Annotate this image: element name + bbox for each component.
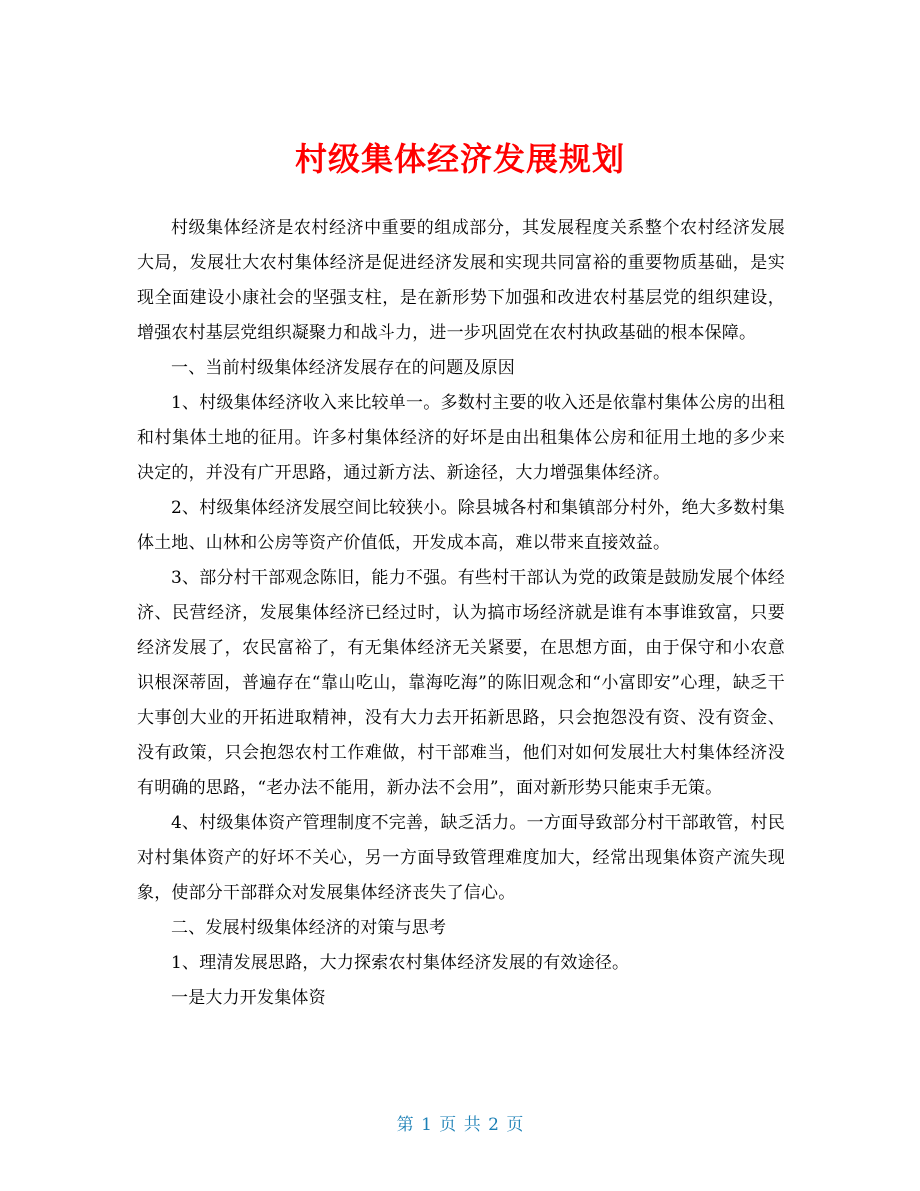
paragraph-problem-3: 3、部分村干部观念陈旧，能力不强。有些村干部认为党的政策是鼓励发展个体经济、民营经济，发展集体经济已经过时，认为搞市场经济就是谁有本事谁致富，只要经济发展了，农民富裕了，有无集体经济无关紧要，在思想方面，由于保守和小农意识根深蒂固，普遍存在“靠山吃山，靠海吃海”的陈旧观念和“小富即安”心理，缺乏干大事创大业的开拓进取精神，没有大力去开拓新思路，只会抱怨没有资、没有资金、没有政策，只会抱怨农村工作难做，村干部难当，他们对如何发展壮大村集体经济没有明确的思路，“老办法不能用，新办法不会用”，面对新形势只能束手无策。 <box>137 568 785 798</box>
paragraph-problem-4: 4、村级集体资产管理制度不完善，缺乏活力。一方面导致部分村干部敢管，村民对村集体资产的好坏不关心，另一方面导致管理难度加大，经常出现集体资产流失现象，使部分干部群众对发展集体经济丧失了信心。 <box>137 813 785 903</box>
section-heading-problems: 一、当前村级集体经济发展存在的问题及原因 <box>171 358 515 378</box>
document-body <box>137 211 785 1016</box>
section-heading-countermeasures: 二、发展村级集体经济的对策与思考 <box>171 918 447 938</box>
document-title: 村级集体经济发展规划 <box>294 140 625 179</box>
paragraph-countermeasure-1: 1、理清发展思路，大力探索农村集体经济发展的有效途径。 <box>171 953 630 973</box>
paragraph-countermeasure-1-a: 一是大力开发集体资 <box>171 988 326 1008</box>
paragraph-intro: 村级集体经济是农村经济中重要的组成部分，其发展程度关系整个农村经济发展大局，发展壮大农村集体经济是促进经济发展和实现共同富裕的重要物质基础，是实现全面建设小康社会的坚强支柱，是在新形势下加强和改进农村基层党的组织建设，增强农村基层党组织凝聚力和战斗力，进一步巩固党在农村执政基础的根本保障。 <box>137 218 785 343</box>
paragraph-problem-1: 1、村级集体经济收入来比较单一。多数村主要的收入还是依靠村集体公房的出租和村集体土地的征用。许多村集体经济的好坏是由出租集体公房和征用土地的多少来决定的，并没有广开思路，通过新方法、新途径，大力增强集体经济。 <box>137 393 785 483</box>
page-number-footer: 第 1 页 共 2 页 <box>396 1115 524 1135</box>
paragraph-problem-2: 2、村级集体经济发展空间比较狭小。除县城各村和集镇部分村外，绝大多数村集体土地、山林和公房等资产价值低，开发成本高，难以带来直接效益。 <box>137 498 785 553</box>
